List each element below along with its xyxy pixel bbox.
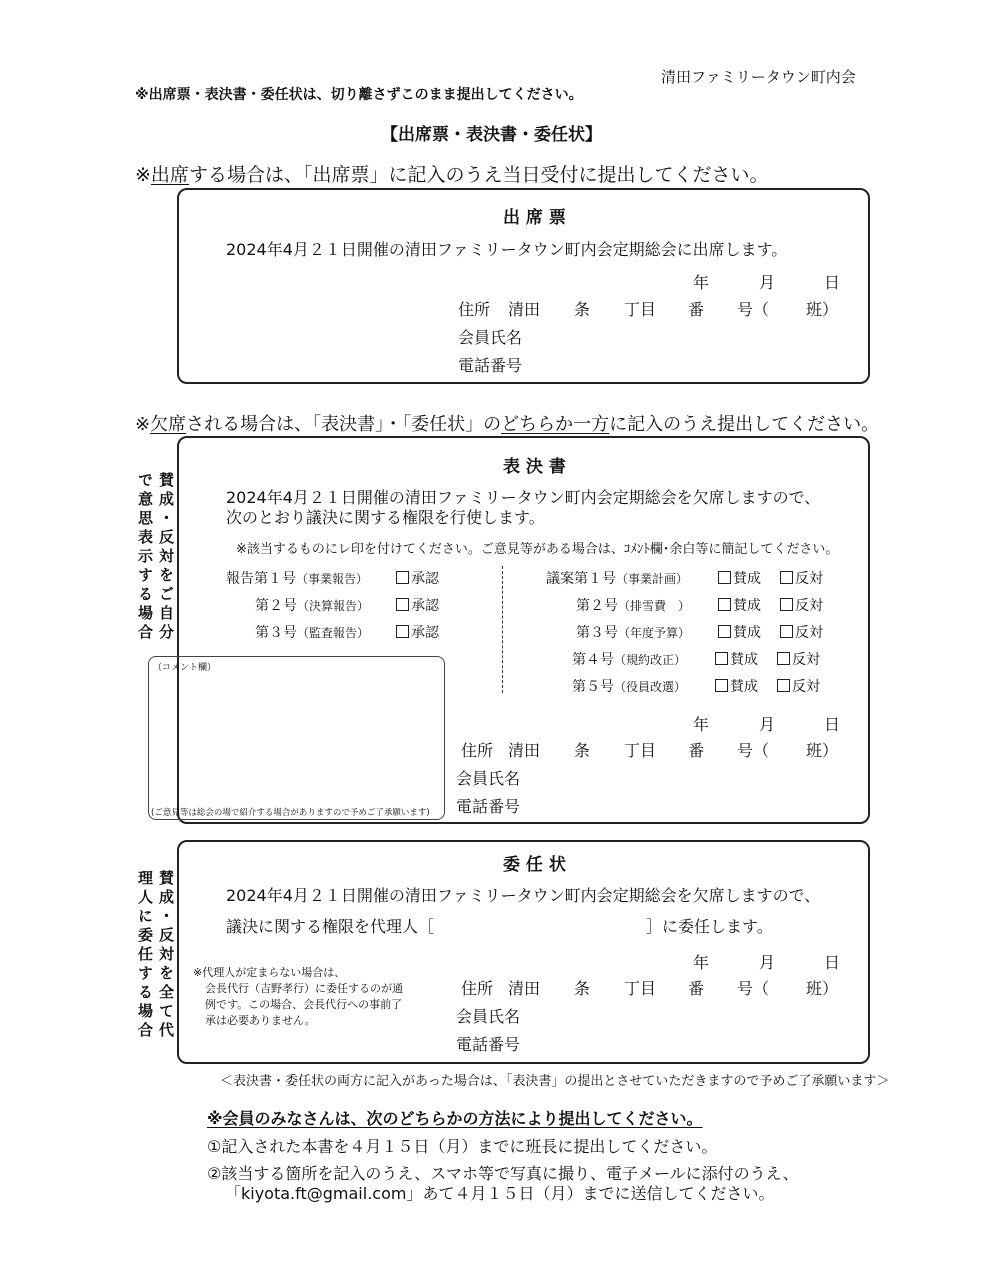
proxy-side-label-1: 賛成・反対を全て代 (157, 870, 175, 1041)
address-jo[interactable]: 条 (574, 300, 591, 319)
date-year[interactable]: 年 (693, 715, 710, 734)
divider (502, 566, 503, 693)
proxy-note: 会長代行（吉野孝行）に委任するのが通 (205, 982, 403, 995)
proxy-note: 例です。この場合、会長代行への事前了 (205, 998, 403, 1011)
checkbox-icon[interactable] (718, 598, 731, 611)
checkbox-icon[interactable] (777, 652, 790, 665)
checkbox-icon[interactable] (777, 679, 790, 692)
date-day[interactable]: 日 (824, 953, 841, 972)
address-jo[interactable]: 条 (574, 979, 591, 998)
address-ban[interactable]: 番 (688, 300, 705, 319)
proposal-no-checkbox[interactable]: 反対 (777, 676, 820, 696)
address-ban[interactable]: 番 (688, 979, 705, 998)
checkbox-icon[interactable] (718, 571, 731, 584)
proposal-item: 第４号（規約改正） (572, 652, 687, 668)
report-approve-checkbox[interactable]: 承認 (396, 568, 439, 588)
date-year[interactable]: 年 (693, 953, 710, 972)
address-area: 清田 (508, 300, 541, 319)
proposal-no-checkbox[interactable]: 反対 (777, 649, 820, 669)
checkbox-icon[interactable] (780, 598, 793, 611)
submission-method-1: ①記入された本書を４月１５日（月）までに班長に提出してください。 (207, 1137, 718, 1156)
org-name: 清田ファミリータウン町内会 (661, 68, 856, 86)
address-go[interactable]: 号（ (737, 979, 770, 998)
address-go[interactable]: 号（ (737, 741, 770, 760)
phone-field[interactable]: 電話番号 (456, 797, 521, 816)
absent-instruction: ※欠席される場合は、「表決書」・「委任状」のどちらか一方に記入のうえ提出してください。 (135, 414, 880, 435)
address-chome[interactable]: 丁目 (624, 300, 657, 319)
report-approve-checkbox[interactable]: 承認 (396, 595, 439, 615)
proxy-statement-1: 2024年4月２１日開催の清田ファミリータウン町内会定期総会を欠席しますので、 (226, 886, 821, 905)
page-title: 【出席票・表決書・委任状】 (381, 125, 602, 145)
phone-field[interactable]: 電話番号 (458, 356, 523, 375)
member-name-field[interactable]: 会員氏名 (456, 1007, 521, 1026)
attendance-title: 出 席 票 (503, 208, 566, 228)
checkbox-icon[interactable] (715, 679, 728, 692)
vote-title: 表 決 書 (503, 457, 566, 477)
address-label: 住所 (461, 741, 494, 760)
report-item: 第２号（決算報告） (255, 598, 370, 614)
address-go[interactable]: 号（ (737, 300, 770, 319)
submission-method-2: ②該当する箇所を記入のうえ、スマホ等で写真に撮り、電子メールに添付のうえ、 (207, 1164, 799, 1183)
proposal-item: 第３号（年度予算） (576, 625, 691, 641)
proxy-statement-2: 議決に関する権限を代理人［ ］に委任します。 (226, 917, 773, 936)
address-chome[interactable]: 丁目 (624, 979, 657, 998)
checkbox-icon[interactable] (396, 598, 409, 611)
address-han[interactable]: 班） (806, 979, 839, 998)
checkbox-icon[interactable] (718, 625, 731, 638)
proposal-item: 議案第１号（事業計画） (546, 571, 689, 587)
address-han[interactable]: 班） (806, 300, 839, 319)
address-area: 清田 (508, 741, 541, 760)
address-jo[interactable]: 条 (574, 741, 591, 760)
report-item: 第３号（監査報告） (255, 625, 370, 641)
address-han[interactable]: 班） (806, 741, 839, 760)
vote-instruction: ※該当するものにレ印を付けてください。ご意見等がある場合は、ｺﾒﾝﾄ欄･余白等に簡記してください。 (236, 542, 839, 557)
proxy-side-label-2: 理人に委任する場合 (136, 870, 154, 1041)
proposal-no-checkbox[interactable]: 反対 (780, 595, 823, 615)
checkbox-icon[interactable] (780, 625, 793, 638)
proposal-item: 第５号（役員改選） (572, 679, 687, 695)
proposal-yes-checkbox[interactable]: 賛成 (715, 649, 758, 669)
both-note: ＜表決書・委任状の両方に記入があった場合は、「表決書」の提出とさせていただきますので予めご了承願います＞ (220, 1074, 890, 1089)
date-year[interactable]: 年 (693, 273, 710, 292)
address-ban[interactable]: 番 (688, 741, 705, 760)
phone-field[interactable]: 電話番号 (456, 1035, 521, 1054)
attend-instruction: ※出席する場合は、「出席票」に記入のうえ当日受付に提出してください。 (135, 164, 769, 186)
vote-statement-2: 次のとおり議決に関する権限を行使します。 (226, 508, 545, 527)
submission-heading: ※会員のみなさんは、次のどちらかの方法により提出してください。 (207, 1109, 703, 1128)
checkbox-icon[interactable] (396, 625, 409, 638)
date-day[interactable]: 日 (824, 273, 841, 292)
report-item: 報告第１号（事業報告） (226, 571, 369, 587)
comment-box[interactable] (148, 656, 445, 820)
proxy-note: 承は必要ありません。 (205, 1014, 316, 1027)
proxy-title: 委 任 状 (503, 855, 566, 875)
attendance-statement: 2024年4月２１日開催の清田ファミリータウン町内会定期総会に出席します。 (226, 240, 788, 259)
address-label: 住所 (461, 979, 494, 998)
date-month[interactable]: 月 (759, 953, 776, 972)
address-chome[interactable]: 丁目 (624, 741, 657, 760)
proxy-note: ※代理人が定まらない場合は、 (193, 966, 346, 979)
proposal-yes-checkbox[interactable]: 賛成 (718, 595, 761, 615)
vote-side-label-1: 賛成・反対をご自分 (157, 472, 175, 643)
proposal-yes-checkbox[interactable]: 賛成 (715, 676, 758, 696)
proposal-item: 第２号（排雪費 ） (576, 598, 691, 614)
member-name-field[interactable]: 会員氏名 (456, 769, 521, 788)
proposal-no-checkbox[interactable]: 反対 (780, 622, 823, 642)
proposal-yes-checkbox[interactable]: 賛成 (718, 622, 761, 642)
proposal-no-checkbox[interactable]: 反対 (780, 568, 823, 588)
checkbox-icon[interactable] (780, 571, 793, 584)
submission-notice: ※出席票・表決書・委任状は、切り離さずこのまま提出してください。 (135, 87, 583, 103)
address-label: 住所 (458, 300, 491, 319)
member-name-field[interactable]: 会員氏名 (458, 328, 523, 347)
checkbox-icon[interactable] (396, 571, 409, 584)
proposal-yes-checkbox[interactable]: 賛成 (718, 568, 761, 588)
vote-side-label-2: で意思表示する場合 (136, 472, 154, 643)
checkbox-icon[interactable] (715, 652, 728, 665)
vote-statement-1: 2024年4月２１日開催の清田ファミリータウン町内会定期総会を欠席しますので、 (226, 488, 821, 507)
comment-label: （コメント欄） (153, 663, 217, 673)
date-month[interactable]: 月 (759, 273, 776, 292)
submission-email: 「kiyota.ft@gmail.com」あて４月１５日（月）までに送信してください。 (225, 1184, 775, 1203)
date-day[interactable]: 日 (824, 715, 841, 734)
address-area: 清田 (508, 979, 541, 998)
comment-note: (ご意見等は総会の場で紹介する場合がありますので予めご了承願います) (151, 808, 430, 818)
report-approve-checkbox[interactable]: 承認 (396, 622, 439, 642)
date-month[interactable]: 月 (759, 715, 776, 734)
